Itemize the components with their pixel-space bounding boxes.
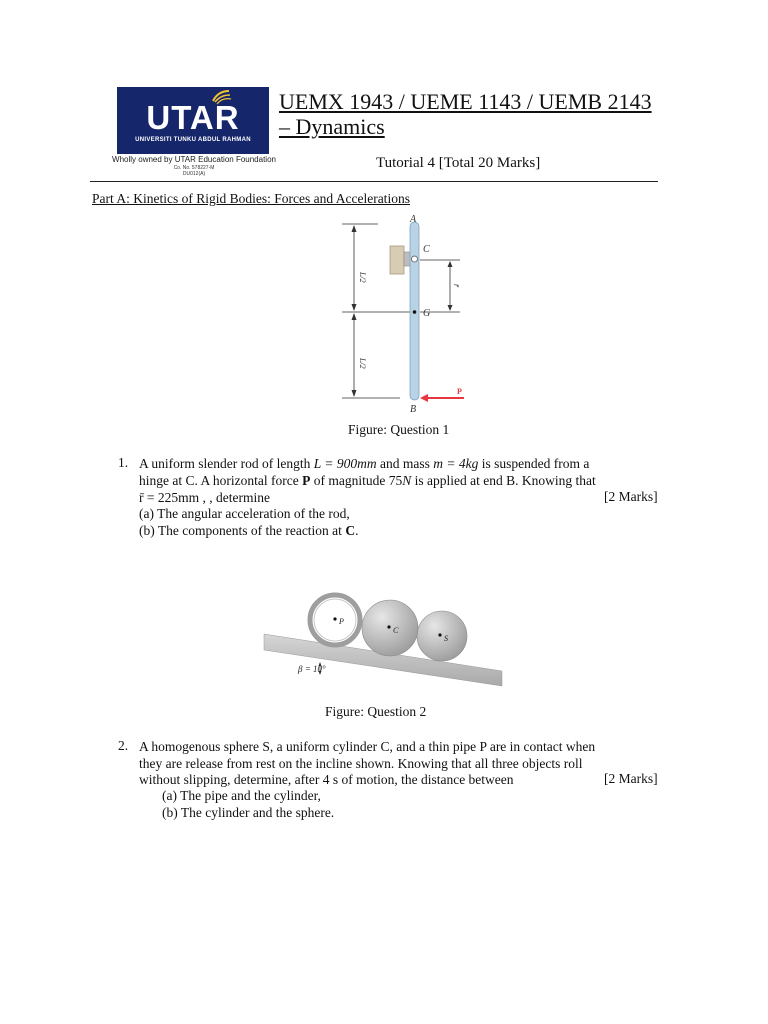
- dim-arrow-down-icon: [448, 305, 453, 311]
- question-2-line-2: they are release from rest on the incline shown. Knowing that all three objects roll: [139, 756, 583, 771]
- q1-text: of magnitude 75: [310, 473, 403, 488]
- registration-number: Co. No. 578227-M: [173, 165, 215, 171]
- course-codes-title: UEMX 1943 / UEME 1143 / UEMB 2143: [279, 89, 652, 114]
- dim-arrow-up-icon: [448, 261, 453, 267]
- label-C: C: [423, 244, 430, 255]
- q1-text: is applied at end B. Knowing that: [411, 473, 596, 488]
- sphere-S: [417, 611, 467, 661]
- label-rbar: r̄: [452, 284, 461, 288]
- question-2-line-1: A homogenous sphere S, a uniform cylinder C, and a thin pipe P are in contact when: [139, 739, 596, 754]
- owned-by-text: Wholly owned by UTAR Education Foundation: [112, 155, 276, 164]
- figure-question-2: [262, 588, 504, 690]
- figure-question-1: [330, 212, 480, 417]
- pipe-center-dot: [333, 617, 336, 620]
- label-sphere-S: S: [444, 634, 448, 643]
- q1-text: .: [355, 523, 359, 538]
- q1-text: A uniform slender rod of length: [139, 456, 314, 471]
- registration-number-2: DU012(A): [182, 171, 206, 177]
- q1-text: and mass: [376, 456, 434, 471]
- label-pipe-P: P: [339, 617, 344, 626]
- question-2-number: 2.: [118, 738, 129, 753]
- question-1-line-2: [139, 472, 596, 489]
- q1-unit: N: [402, 473, 412, 488]
- q1-text: hinge at C. A horizontal force: [139, 473, 303, 488]
- q1-point-symbol: C: [345, 523, 356, 538]
- utar-logo: [117, 87, 269, 154]
- logo-wordmark: UTAR: [146, 99, 240, 136]
- question-2-marks: [2 Marks]: [604, 771, 658, 786]
- question-1-part-a: (a) The angular acceleration of the rod,: [139, 506, 350, 521]
- label-A: A: [410, 214, 417, 225]
- q1-text: is suspended from a: [478, 456, 590, 471]
- question-2-part-a: (a) The pipe and the cylinder,: [162, 788, 321, 803]
- question-1-part-b: [139, 523, 358, 539]
- q1-length: L = 900mm: [313, 456, 377, 471]
- dim-arrow-down-icon: [352, 390, 357, 397]
- q1-mass: m = 4kg: [433, 456, 479, 471]
- label-L-half-bottom: L/2: [358, 358, 367, 369]
- logo-university-name: UNIVERSITI TUNKU ABDUL RAHMAN: [135, 137, 251, 143]
- figure-2-caption: Figure: Question 2: [325, 704, 427, 719]
- question-1-number: 1.: [118, 455, 129, 470]
- force-arrow-head-icon: [420, 394, 428, 402]
- support-block: [390, 246, 404, 274]
- center-of-mass-dot: [413, 310, 417, 314]
- question-1-line-1: [139, 455, 675, 472]
- header-divider: [90, 181, 658, 182]
- dim-arrow-down-icon: [352, 304, 357, 311]
- figure-1-caption: Figure: Question 1: [348, 422, 450, 437]
- question-1-marks: [2 Marks]: [604, 489, 658, 504]
- question-1-line-3: r̄ = 225mm , , determine: [139, 490, 270, 505]
- label-angle-beta: β = 10°: [298, 664, 326, 674]
- course-subject-title: – Dynamics: [279, 114, 385, 139]
- label-B: B: [410, 404, 417, 415]
- hinge-pin-icon: [412, 256, 418, 262]
- dim-arrow-up-icon: [352, 225, 357, 232]
- dim-arrow-up-icon: [352, 313, 357, 320]
- cylinder-center-dot: [387, 625, 390, 628]
- part-a-heading: Part A: Kinetics of Rigid Bodies: Forces and Accelerations: [92, 191, 410, 206]
- label-G: G: [423, 308, 431, 319]
- question-2-part-b: (b) The cylinder and the sphere.: [162, 805, 335, 820]
- question-2-line-3: without slipping, determine, after 4 s of motion, the distance between: [139, 772, 514, 787]
- q1-force-symbol: P: [302, 473, 311, 488]
- label-P: P: [457, 387, 462, 396]
- sphere-center-dot: [438, 633, 441, 636]
- tutorial-title: Tutorial 4 [Total 20 Marks]: [376, 155, 541, 171]
- label-cylinder-C: C: [393, 626, 399, 635]
- label-L-half-top: L/2: [358, 272, 367, 283]
- q1-text: (b) The components of the reaction at: [139, 523, 346, 538]
